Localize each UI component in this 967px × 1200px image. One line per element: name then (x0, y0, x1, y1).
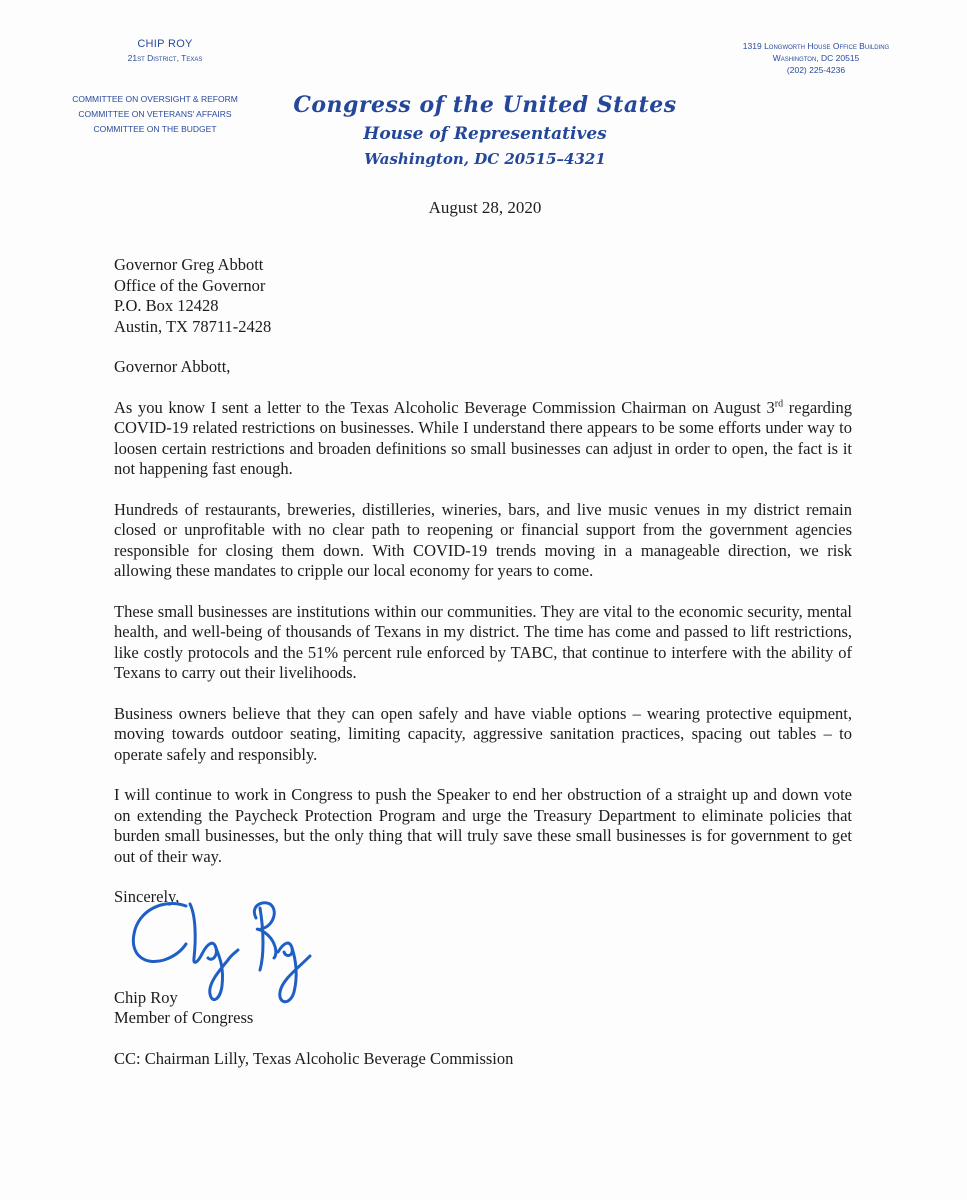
signature-area (114, 908, 852, 988)
committee-item: COMMITTEE ON THE BUDGET (93, 124, 217, 134)
paragraph-text: regarding COVID-19 related restrictions on businesses. While I understand there appears to be some efforts under way to loosen certain restrictions and broaden definitions so small businesses can adjust in order to open, the fact is it not happening fast enough. (114, 397, 852, 478)
office-address-line: 1319 Longworth House Office Building (742, 41, 890, 51)
body-paragraph (114, 398, 852, 480)
member-district: 21st District, Texas (127, 53, 203, 63)
member-block (70, 38, 260, 63)
recipient-line: P.O. Box 12428 (114, 296, 219, 315)
body-paragraph: I will continue to work in Congress to push the Speaker to end her obstruction of a straight up and down vote on extending the Paycheck Protection Program and urge the Treasury Department to eliminate policies that burden small businesses, but the only thing that will truly save these small businesses is for government to get out of their way. (114, 785, 852, 866)
signer-name: Chip Roy (114, 987, 178, 1007)
body-paragraph: Hundreds of restaurants, breweries, distilleries, wineries, bars, and live music venues in my district remain closed or unprofitable with no clear path to reopening or financial support from the government agencies responsible for closing them down. With COVID-19 trends moving in a manageable direction, we risk allowing these mandates to cripple our local economy for years to come. (114, 499, 852, 580)
handwritten-signature (124, 896, 354, 1016)
signer-title: Member of Congress (114, 1008, 254, 1027)
paragraph-text: As you know I sent a letter to the Texas Alcoholic Beverage Commission Chairman on August 3 (114, 397, 775, 417)
letter-date: August 28, 2020 (428, 198, 542, 217)
recipient-line: Governor Greg Abbott (114, 255, 264, 274)
recipient-line: Austin, TX 78711-2428 (114, 316, 272, 336)
committee-item: COMMITTEE ON VETERANS' AFFAIRS (78, 109, 232, 119)
office-address-line: (202) 225-4236 (786, 65, 846, 75)
recipient-line: Office of the Governor (114, 275, 266, 295)
closing: Sincerely, (114, 887, 180, 906)
member-name: CHIP ROY (137, 38, 193, 50)
body-paragraph: These small businesses are institutions within our communities. They are vital to the economic security, mental health, and well-being of thousands of Texans in my district. The time has come and passed to lift restrictions, like costly protocols and the 51% percent rule enforced by TABC, that continue to interfere with the ability of Texans to carry out their livelihoods. (114, 601, 852, 682)
letterhead-title-line3: Washington, DC 20515–4321 (364, 150, 606, 168)
cc-line: CC: Chairman Lilly, Texas Alcoholic Beverage Commission (114, 1048, 514, 1068)
salutation: Governor Abbott, (114, 357, 231, 376)
body-paragraph: Business owners believe that they can open safely and have viable options – wearing protective equipment, moving towards outdoor seating, limiting capacity, aggressive sanitation practices, spacing out tables – to operate safely and responsibly. (114, 703, 852, 764)
letterhead-title-line1: Congress of the United States (293, 92, 677, 118)
recipient-address (114, 255, 852, 337)
committee-item: COMMITTEE ON OVERSIGHT & REFORM (72, 94, 238, 104)
letter-body (114, 255, 852, 1069)
committee-list (40, 92, 270, 137)
letterhead-title-line2: House of Representatives (363, 124, 607, 144)
ordinal-suffix: rd (774, 398, 784, 409)
letterhead-title (290, 92, 680, 168)
office-address-line: Washington, DC 20515 (772, 53, 860, 63)
office-address (700, 40, 932, 76)
